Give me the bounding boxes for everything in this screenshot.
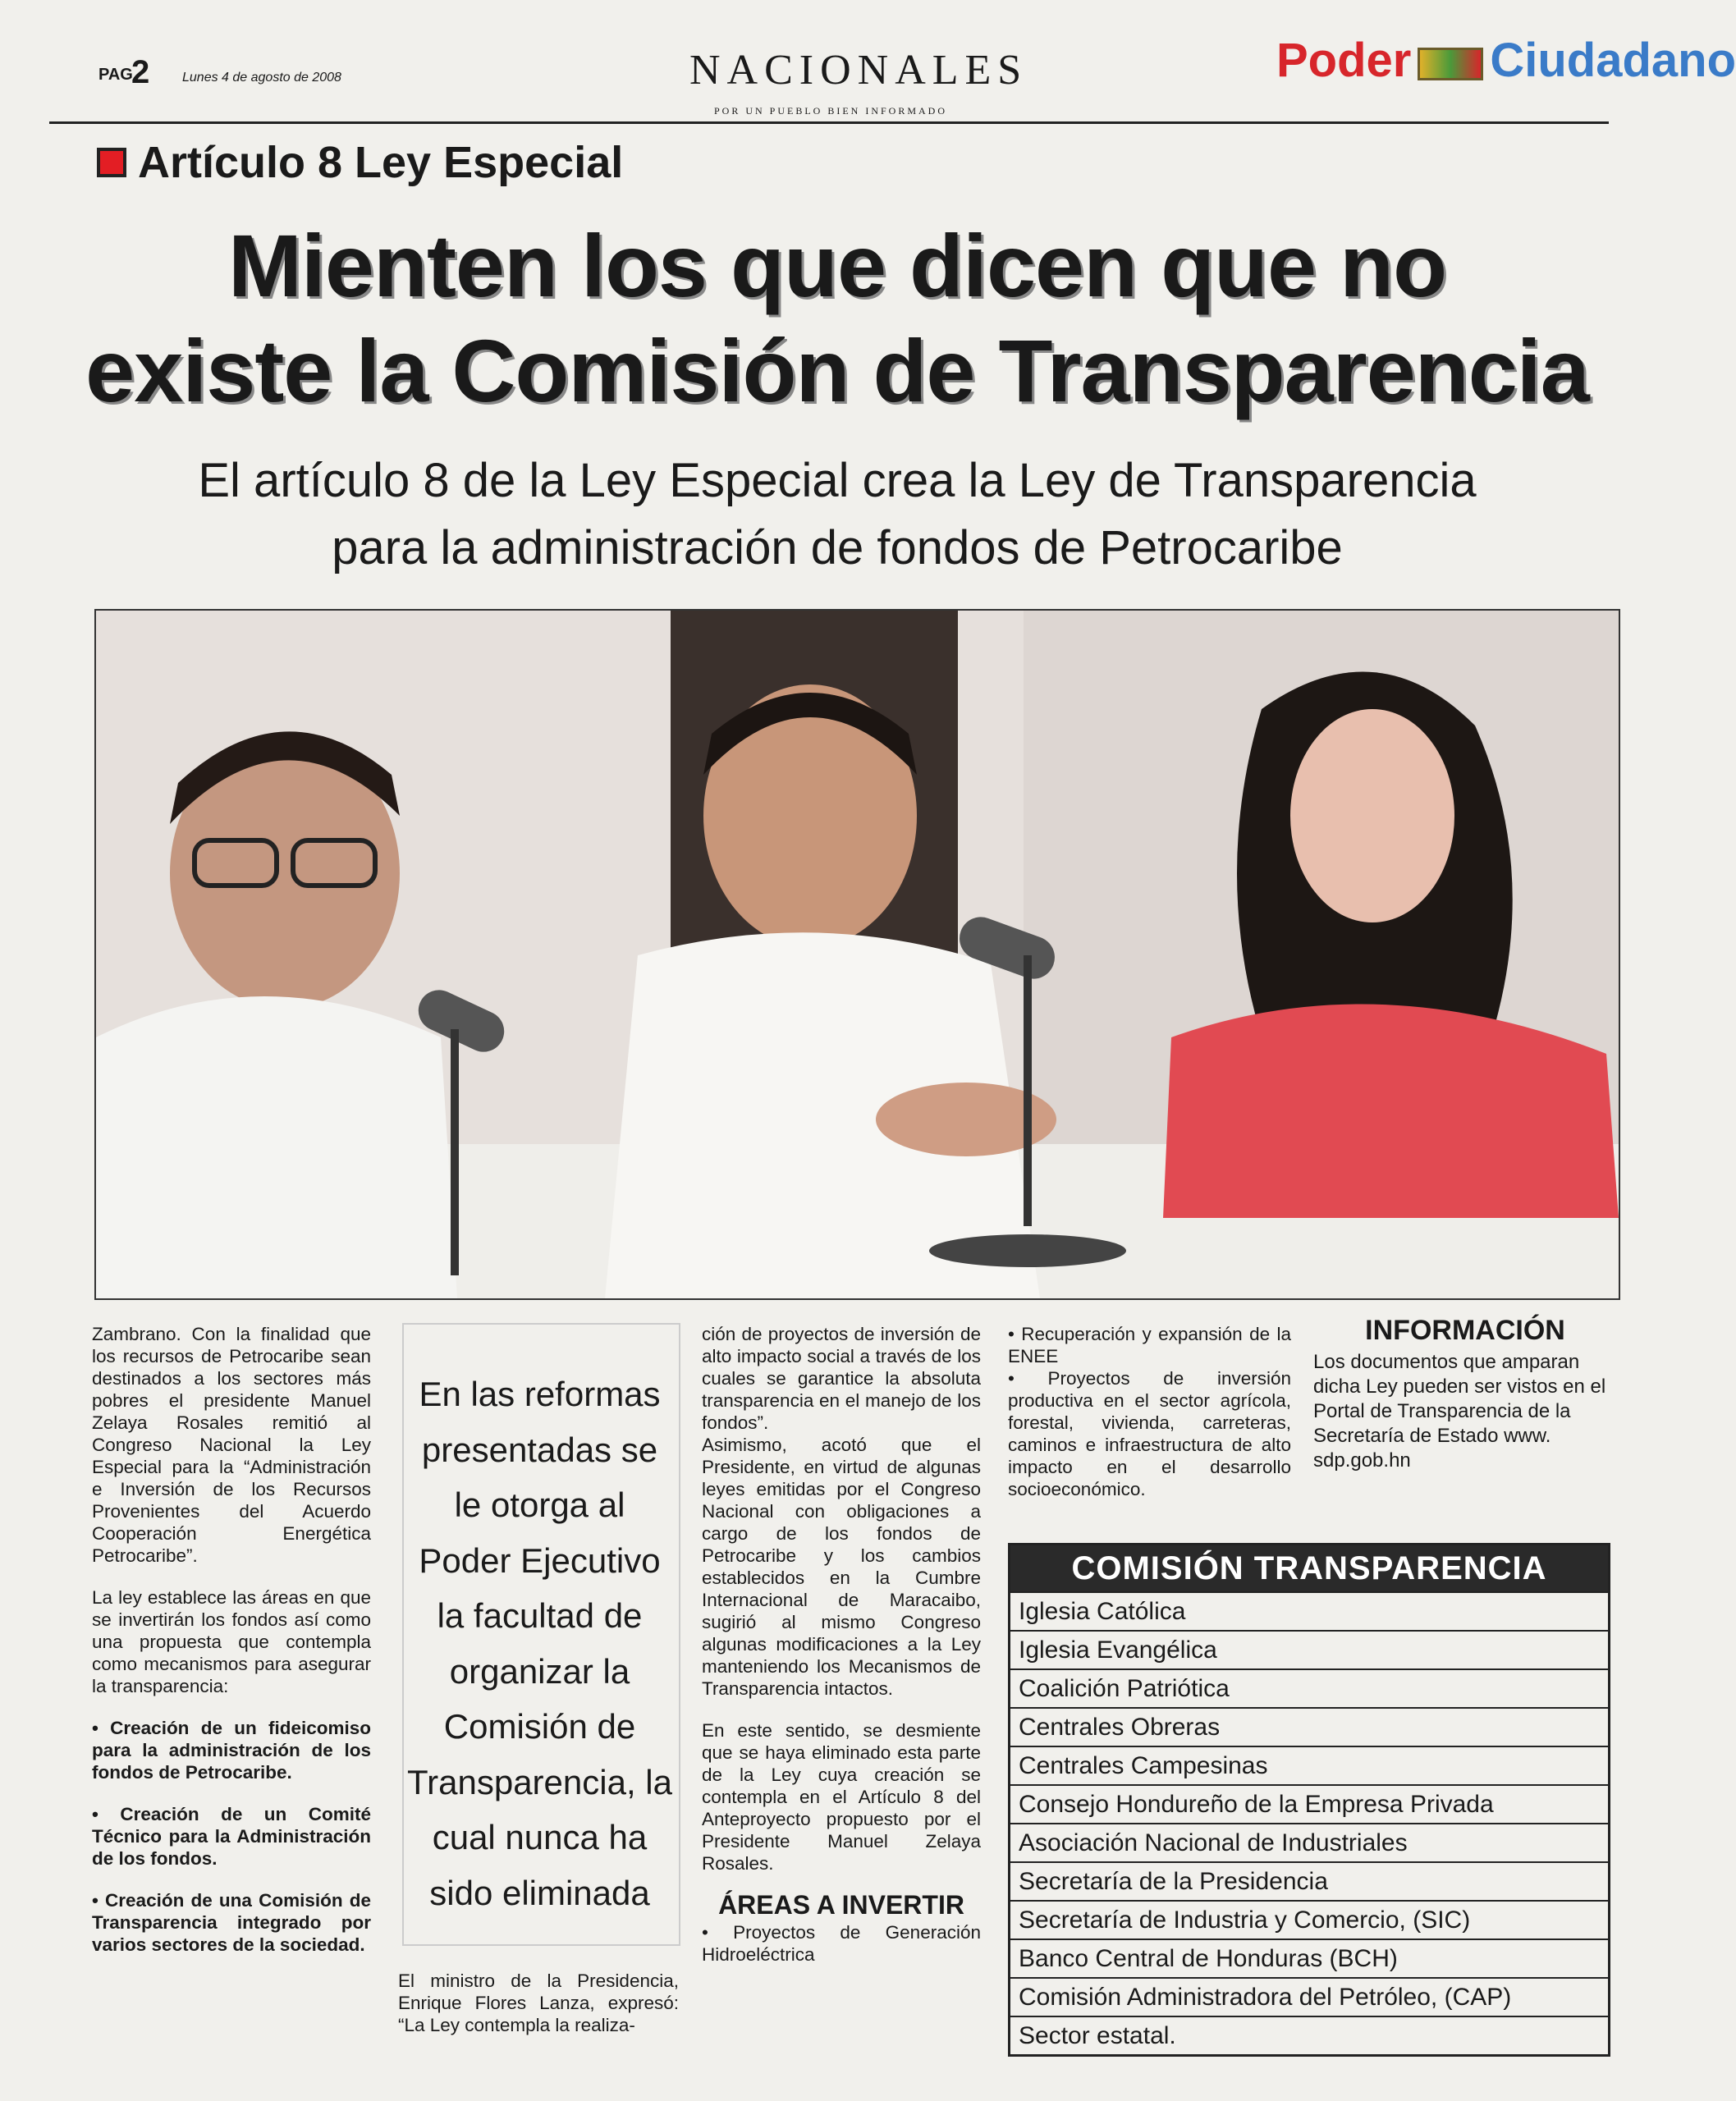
table-row: Iglesia Evangélica: [1010, 1630, 1608, 1668]
photo-illustration: [96, 611, 1619, 1298]
col3-paragraph-2: Asimismo, acotó que el Presidente, en virtud de algunas leyes emitidas por el Congreso Nacional con obligaciones a cargo de los fondos de Petrocaribe y los cambios establecidos en la Cumbre Internacional de Maracaibo, sugirió al mismo Congreso algunas modificaciones a la Ley manteniendo los Mecanismos de Transparencia intactos.: [702, 1435, 981, 1699]
article-column-2: [398, 1970, 679, 2056]
subheadline: [74, 447, 1601, 582]
press-conference-photo: [94, 609, 1620, 1300]
commission-table: [1008, 1543, 1610, 2057]
article-column-1: [92, 1323, 371, 1975]
col4-bullet-1: • Recuperación y expansión de la ENEE: [1008, 1324, 1291, 1366]
section-name: NACIONALES: [689, 47, 1028, 94]
page-number: 2: [131, 54, 150, 90]
col1-bullet-1: • Creación de un fideicomiso para la administración de los fondos de Petrocaribe.: [92, 1718, 371, 1783]
col3-paragraph-1: ción de proyectos de inversión de alto impacto social a través de los cuales se garantice la absoluta transparencia en el manejo de los fondos”.: [702, 1324, 981, 1433]
table-row: Coalición Patriótica: [1010, 1668, 1608, 1707]
col1-bullet-2: • Creación de un Comité Técnico para la Administración de los fondos.: [92, 1804, 371, 1869]
table-row: Iglesia Católica: [1010, 1591, 1608, 1630]
areas-subhead: ÁREAS A INVERTIR: [718, 1890, 964, 1920]
brand-right: Ciudadano: [1490, 34, 1736, 87]
commission-table-title: COMISIÓN TRANSPARENCIA: [1010, 1545, 1608, 1591]
col3-paragraph-3: En este sentido, se desmiente que se haya eliminado esta parte de la Ley cuya creación se contempla en el Artículo 8 del Anteproyecto propuesto por el Presidente Manuel Zelaya Rosales.: [702, 1720, 981, 1874]
page-header: [0, 0, 1736, 131]
col1-bullet-3: • Creación de una Comisión de Transparencia integrado por varios sectores de la sociedad.: [92, 1890, 371, 1955]
col1-paragraph-2: La ley establece las áreas en que se invertirán los fondos así como una propuesta que contempla como mecanismos para asegurar la transparencia:: [92, 1587, 371, 1696]
col2-paragraph-1: El ministro de la Presidencia, Enrique Flores Lanza, expresó: “La Ley contempla la realiza-: [398, 1971, 679, 2035]
table-row: Secretaría de Industria y Comercio, (SIC): [1010, 1900, 1608, 1939]
table-row: Consejo Hondureño de la Empresa Privada: [1010, 1784, 1608, 1823]
kicker-text: Artículo 8 Ley Especial: [138, 138, 624, 187]
page-label: PAG.: [98, 66, 138, 84]
col3-bullet-1: • Proyectos de Generación Hidroeléctrica: [702, 1922, 981, 1965]
header-rule: [49, 121, 1609, 124]
article-column-4: [1008, 1323, 1291, 1520]
col1-paragraph-1: Zambrano. Con la finalidad que los recursos de Petrocaribe sean destinados a los sectores más pobres el presidente Manuel Zelaya Rosales remitió al Congreso Nacional la Ley Especial para la “Administración e Inversión de los Recursos Provenientes del Acuerdo Cooperación Energética Petrocaribe”.: [92, 1324, 371, 1566]
brand-left: Poder: [1276, 34, 1412, 87]
table-row: Centrales Campesinas: [1010, 1746, 1608, 1784]
headline: [74, 213, 1601, 423]
table-row: Comisión Administradora del Petróleo, (CAP): [1010, 1977, 1608, 2016]
pullquote: En las reformas presentadas se le otorga al Poder Ejecutivo la facultad de organizar la Comisión de Transparencia, la cual nunca ha sido eliminada: [407, 1375, 672, 1912]
page-date: Lunes 4 de agosto de 2008: [182, 71, 341, 85]
col4-bullet-2: • Proyectos de inversión productiva en el sector agrícola, forestal, vivienda, carreteras, caminos e infraestructura de alto impacto en el desarrollo socioeconómico.: [1008, 1368, 1291, 1499]
table-row: Asociación Nacional de Industriales: [1010, 1823, 1608, 1861]
table-row: Secretaría de la Presidencia: [1010, 1861, 1608, 1900]
kicker-square-icon: [97, 148, 126, 177]
table-row: Sector estatal.: [1010, 2016, 1608, 2054]
article-column-3: [702, 1323, 981, 1985]
table-row: Banco Central de Honduras (BCH): [1010, 1939, 1608, 1977]
kicker: [97, 138, 623, 187]
info-text: Los documentos que amparan dicha Ley pueden ser vistos en el Portal de Transparencia de la Secretaría de Estado www. sdp.gob.hn: [1313, 1351, 1606, 1472]
headline-line-2: existe la Comisión de Transparencia: [85, 321, 1589, 420]
brand-logo: [1276, 33, 1736, 88]
brand-emblem-icon: [1418, 48, 1483, 80]
headline-line-1: Mienten los que dicen que no: [227, 216, 1447, 315]
section-subtitle: POR UN PUEBLO BIEN INFORMADO: [714, 105, 948, 117]
subheadline-line-2: para la administración de fondos de Petrocaribe: [332, 521, 1343, 574]
subheadline-line-1: El artículo 8 de la Ley Especial crea la Ley de Transparencia: [198, 454, 1477, 507]
table-row: Centrales Obreras: [1010, 1707, 1608, 1746]
info-title: INFORMACIÓN: [1365, 1315, 1565, 1346]
